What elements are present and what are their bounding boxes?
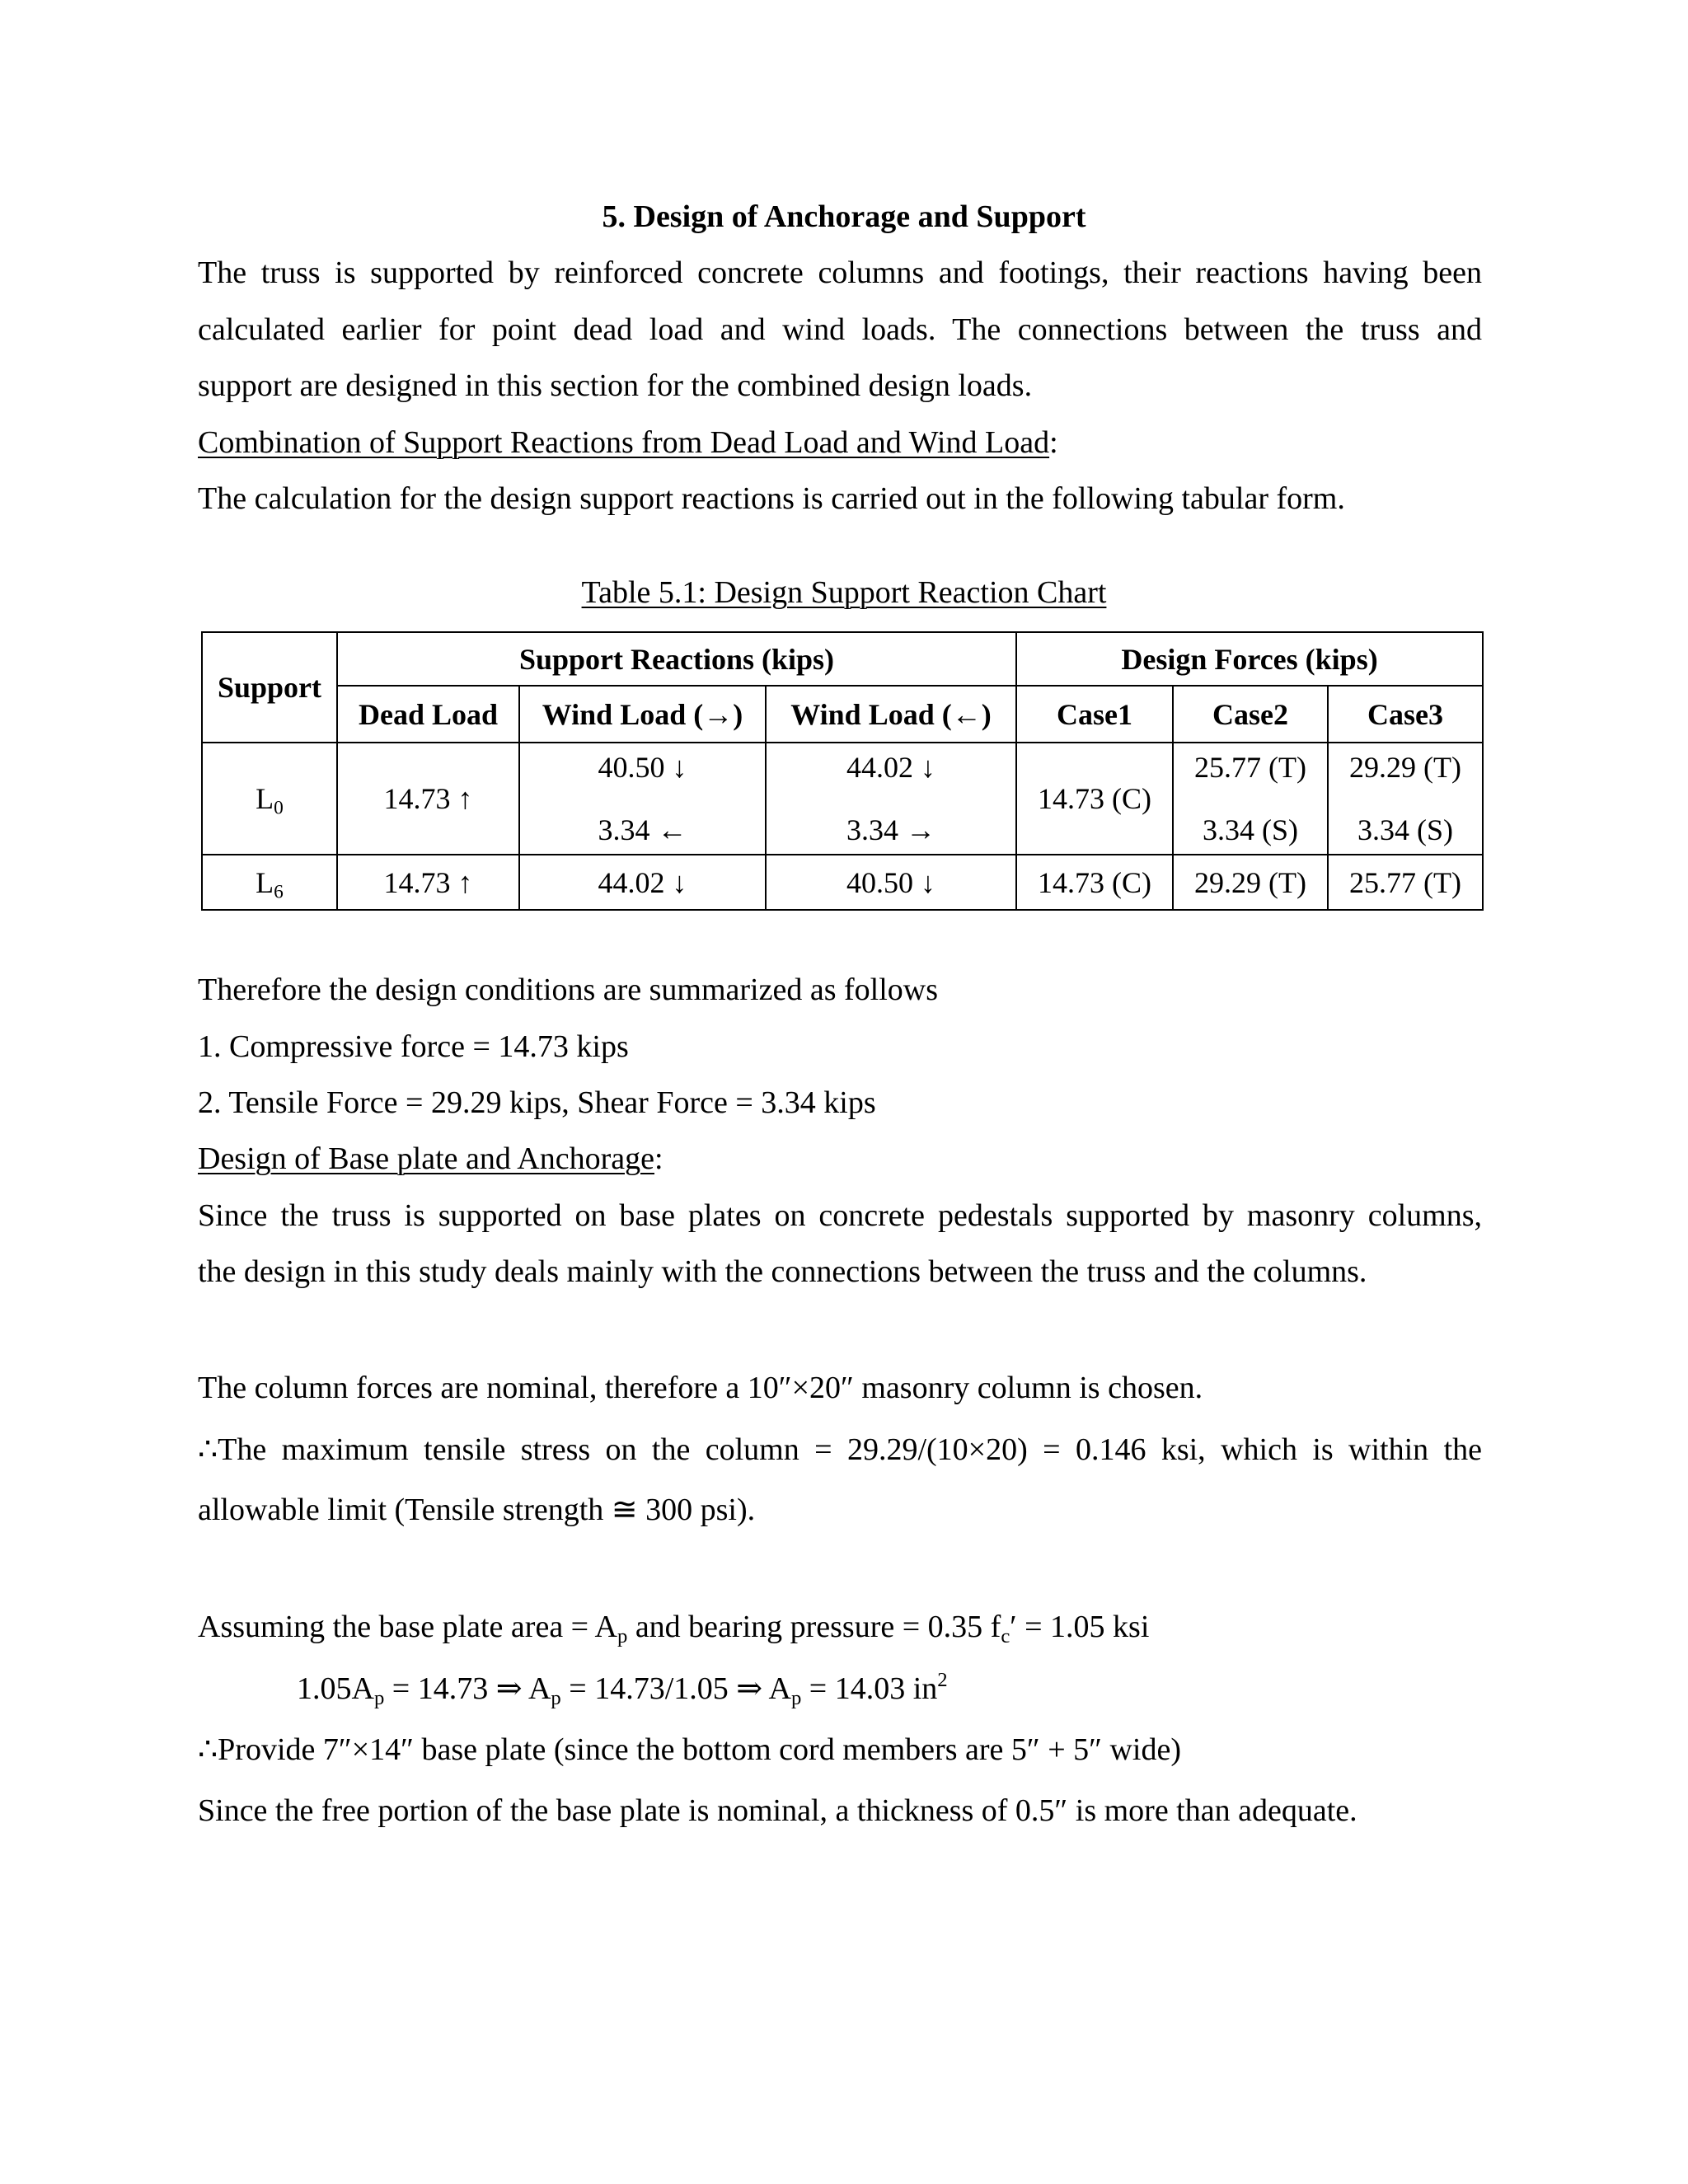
header-case3: Case3 [1328,686,1483,743]
header-wind-load-left: Wind Load (←) [766,686,1016,743]
dead-load-cell: 14.73 ↑ [337,855,519,910]
wind-right-cell: 44.02 ↓ [519,855,766,910]
support-cell: $L_0$ [202,743,337,855]
combination-heading [198,427,1058,458]
column-line-2: ∴The maximum tensile stress on the column = 29.29/(10×20) = 0.146 ksi, which is within the [198,1432,1482,1467]
combination-heading-text: Combination of Support Reactions from Dead Load and Wind Load [198,425,1050,460]
summary-item-2: 2. Tensile Force = 29.29 kips, Shear Force = 3.34 kips [198,1085,876,1120]
wind-left-cell: 40.50 ↓ [766,855,1016,910]
case1-cell: 14.73 (C) [1016,743,1173,855]
intro-line-1: The truss is supported by reinforced concrete columns and footings, their reactions having been [198,255,1482,290]
header-wind-load-right: Wind Load (→) [519,686,766,743]
case3-tension: 29.29 (T) [1349,751,1461,784]
baseplate-line-1: Since the truss is supported on base plates on concrete pedestals supported by masonry columns, [198,1198,1482,1233]
case3-cell [1328,743,1483,855]
case2-cell: 29.29 (T) [1173,855,1328,910]
case3-shear: 3.34 (S) [1357,813,1454,846]
tabular-intro: The calculation for the design support reactions is carried out in the following tabular form. [198,481,1345,516]
column-line-1: The column forces are nominal, therefore a 10″×20″ masonry column is chosen. [198,1371,1203,1405]
case2-tension: 25.77 (T) [1194,751,1306,784]
bearing-assumption: Assuming the base plate area = $A_p$ and bearing pressure = 0.35 $f_c' = 1.05$ ksi [198,1610,1150,1647]
section-heading: 5. Design of Anchorage and Support [602,199,1086,234]
wind-left-vertical: 44.02 ↓ [846,751,935,784]
table-row [202,855,1483,910]
baseplate-line-2: the design in this study deals mainly with the connections between the truss and the columns. [198,1254,1367,1289]
baseplate-colon: : [654,1141,663,1176]
baseplate-heading-text: Design of Base plate and Anchorage [198,1141,654,1176]
wind-right-cell [519,743,766,855]
table-row [202,743,1483,855]
case1-cell: 14.73 (C) [1016,855,1173,910]
header-support: Support [202,632,337,743]
baseplate-heading [198,1143,663,1174]
provide-base-plate: ∴Provide 7″×14″ base plate (since the bottom cord members are 5″ + 5″ wide) [198,1732,1181,1767]
case2-shear: 3.34 (S) [1203,813,1299,846]
case2-cell [1173,743,1328,855]
summary-intro: Therefore the design conditions are summarized as follows [198,972,938,1007]
wind-left-cell [766,743,1016,855]
table-caption: Table 5.1: Design Support Reaction Chart [581,575,1107,610]
header-design-forces: Design Forces (kips) [1016,632,1483,686]
support-reaction-table [201,631,1484,911]
wind-right-vertical: 40.50 ↓ [598,751,687,784]
header-case2: Case2 [1173,686,1328,743]
intro-line-3: support are designed in this section for the combined design loads. [198,368,1033,403]
header-support-reactions: Support Reactions (kips) [337,632,1016,686]
bearing-equation: $1.05A_p = 14.73$ ⇒ $A_p = 14.73/1.05$ ⇒ $A_p = 14.03$ $in^2$ [297,1669,948,1709]
wind-right-horizontal: 3.34 ← [598,813,687,846]
summary-item-1: 1. Compressive force = 14.73 kips [198,1029,629,1064]
combination-colon: : [1049,425,1058,460]
intro-line-2: calculated earlier for point dead load and wind loads. The connections between the truss and [198,312,1482,347]
dead-load-cell: 14.73 ↑ [337,743,519,855]
case3-cell: 25.77 (T) [1328,855,1483,910]
support-cell: $L_6$ [202,855,337,910]
thickness-statement: Since the free portion of the base plate is nominal, a thickness of 0.5″ is more than adequate. [198,1793,1357,1828]
header-case1: Case1 [1016,686,1173,743]
column-line-3: allowable limit (Tensile strength ≅ 300 psi). [198,1493,756,1527]
wind-left-horizontal: 3.34 → [846,813,935,846]
header-dead-load: Dead Load [337,686,519,743]
